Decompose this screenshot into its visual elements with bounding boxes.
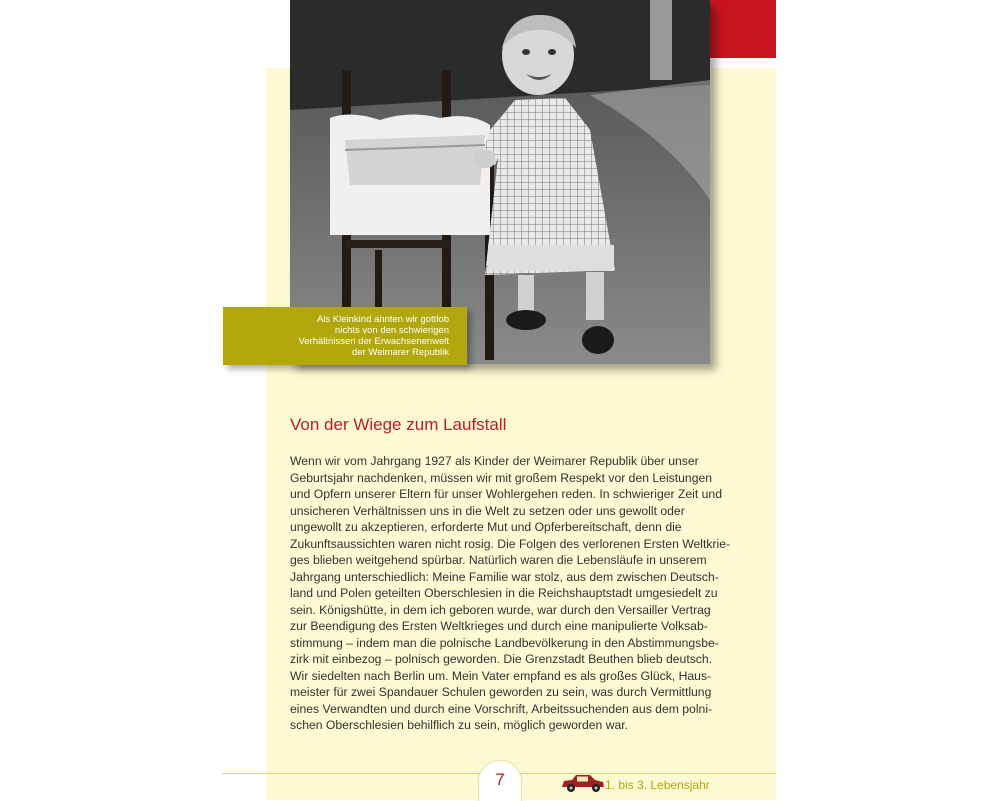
body-line: sein. Königshütte, in dem ich geboren wurde, war durch den Versailler Vertrag [290, 602, 711, 617]
body-line: stimmung – indem man die polnische Landbevölkerung in den Abstimmungsbe- [290, 635, 719, 650]
caption-line: der Weimarer Republik [352, 347, 449, 358]
body-line: eines Verwandten und durch eine Vorschrift, Arbeitssuchenden aus dem polni- [290, 701, 713, 716]
body-line: und Opfern unserer Eltern für unser Wohlergehen reden. In schwieriger Zeit und [290, 487, 722, 501]
photo-caption [249, 314, 449, 358]
article-heading: Von der Wiege zum Laufstall [290, 415, 507, 434]
body-line: Wenn wir vom Jahrgang 1927 als Kinder der Weimarer Republik über unser [290, 454, 699, 468]
red-accent-block [710, 0, 776, 58]
caption-line: nichts von den schwierigen [334, 325, 449, 336]
body-line: ungewollt zu akzeptieren, erforderte Mut und Opferbereitschaft, denn die [290, 520, 682, 534]
body-line: unsicheren Verhältnissen uns in die Welt zu setzen oder uns gewollt oder [290, 503, 685, 518]
toy-car-icon [560, 772, 606, 794]
body-line: Jahrgang unterschiedlich: Meine Familie war stolz, aus dem zwischen Deutsch- [290, 569, 719, 584]
body-line: ges blieben weitgehend spürbar. Natürlich waren die Lebensläufe in unserem [290, 553, 707, 567]
body-line: Wir siedelten nach Berlin um. Mein Vater empfand es als großes Glück, Haus- [290, 668, 712, 683]
photo-caption-box [223, 307, 467, 365]
body-line: land und Polen geteilten Oberschlesien in die Reichshauptstadt umgesiedelt zu [290, 586, 718, 600]
caption-line: Verhältnissen der Erwachsenenwelt [298, 336, 449, 347]
article-body [290, 453, 731, 734]
caption-line: Als Kleinkind ahnten wir gottlob [316, 314, 449, 325]
body-line: zirk mit einbezog – polnisch geworden. Die Grenzstadt Beuthen blieb deutsch. [290, 652, 713, 666]
page-number: 7 [478, 760, 522, 801]
chapter-label: 1. bis 3. Lebensjahr [605, 778, 710, 792]
body-line: zur Beendigung des Ersten Weltkrieges und durch eine manipulierte Volksab- [290, 619, 708, 633]
body-line: Geburtsjahr nachdenken, müssen wir mit großem Respekt vor den Leistungen [290, 470, 713, 485]
body-line: meister für zwei Spandauer Schulen geworden zu sein, was durch Vermittlung [290, 685, 712, 699]
body-line: Zukunftsaussichten waren nicht rosig. Die Folgen des verlorenen Ersten Weltkrie- [290, 536, 731, 551]
body-line: schen Oberschlesien behilflich zu sein, möglich geworden war. [290, 718, 629, 732]
